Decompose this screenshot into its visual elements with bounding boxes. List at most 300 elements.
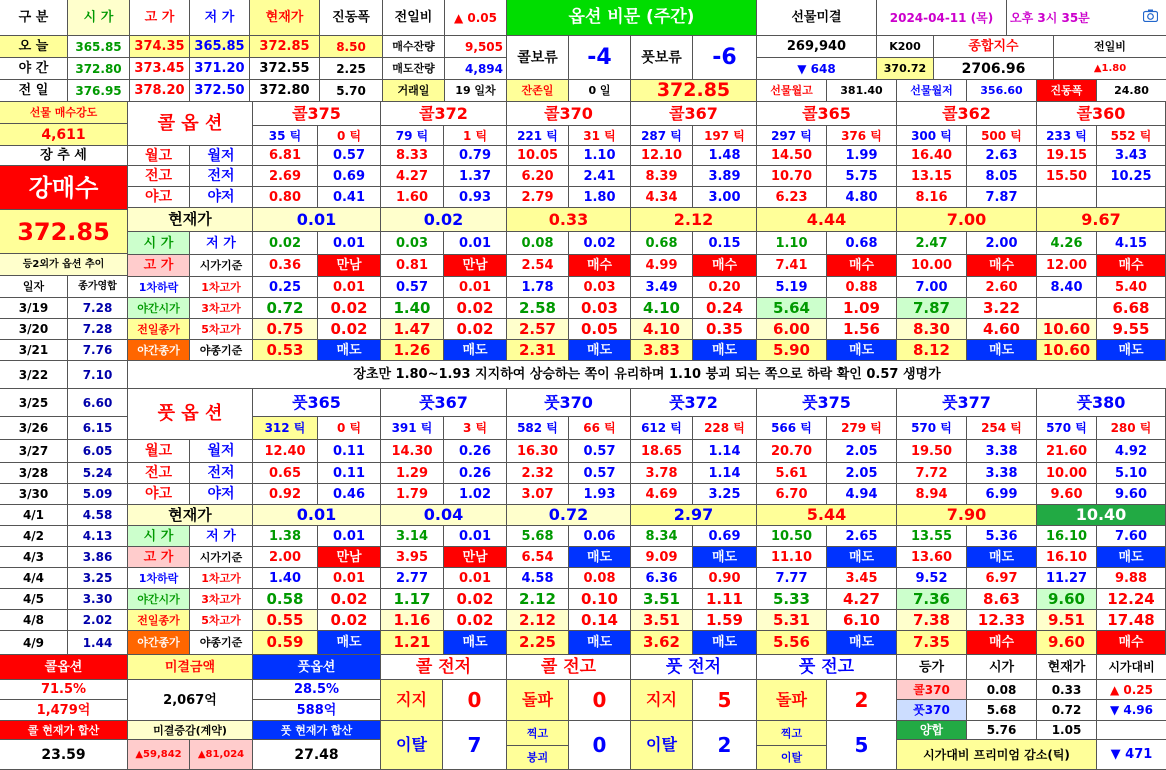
- signal-open: 매도: [693, 547, 757, 568]
- value-low: 0.57: [569, 440, 631, 463]
- signal-close: 매도: [444, 631, 507, 655]
- first-high-value: 3.45: [827, 568, 897, 589]
- first-high-value: 0.01: [444, 277, 507, 298]
- cur-price: 372.55: [250, 58, 320, 80]
- value-high: 14.50: [757, 146, 827, 166]
- rt-col2: 시가: [967, 655, 1037, 680]
- strike-header: 콜367: [631, 102, 757, 126]
- prev-close-value: 2.12: [507, 610, 569, 631]
- value-low: 2.41: [569, 166, 631, 187]
- signal-open: 매도: [1097, 547, 1166, 568]
- strike-header: 콜372: [381, 102, 507, 126]
- call-pct: 71.5%: [0, 680, 128, 700]
- row-date: 3/26: [0, 417, 68, 440]
- sr-value: 5: [693, 680, 757, 721]
- cur-value: 4.44: [757, 208, 897, 232]
- value-low: 1.14: [693, 463, 757, 484]
- low-value: 0.02: [569, 232, 631, 255]
- sr-label: 돌파: [757, 680, 827, 721]
- high-value: 10.00: [897, 255, 967, 277]
- label-high: 전고: [128, 166, 190, 187]
- call-hold: -4: [569, 36, 631, 80]
- high-value: 0.81: [381, 255, 444, 277]
- open-value: 13.55: [897, 526, 967, 547]
- signal-open: 만남: [444, 255, 507, 277]
- first-low-value: 7.77: [757, 568, 827, 589]
- value-low: 5.10: [1097, 463, 1166, 484]
- value-low: 2.05: [827, 463, 897, 484]
- row-date: 3/27: [0, 440, 68, 463]
- k200-label: K200: [877, 36, 934, 58]
- third-high-label: 3차고가: [190, 298, 253, 319]
- row-vol: 5.09: [68, 484, 128, 505]
- night-open-value: 7.36: [897, 589, 967, 610]
- value-high: 6.81: [253, 146, 318, 166]
- sr-label: 지지: [631, 680, 693, 721]
- open-value: 3.14: [381, 526, 444, 547]
- rt-put-chg: ▼ 4.96: [1097, 700, 1166, 721]
- value-high: 8.94: [897, 484, 967, 505]
- first-high-label: 1차고가: [190, 568, 253, 589]
- prev-close-value: 0.55: [253, 610, 318, 631]
- swing: 24.80: [1097, 80, 1166, 102]
- value-high: 0.65: [253, 463, 318, 484]
- third-high-value: 0.02: [318, 589, 381, 610]
- value-high: 19.50: [897, 440, 967, 463]
- value-high: 20.70: [757, 440, 827, 463]
- first-low-value: 9.52: [897, 568, 967, 589]
- value-high: 7.72: [897, 463, 967, 484]
- value-low: 4.92: [1097, 440, 1166, 463]
- call-hold-label: 콜보류: [507, 36, 569, 80]
- first-high-value: 2.60: [967, 277, 1037, 298]
- night-close-value: 10.60: [1037, 340, 1097, 361]
- row-date: 3/30: [0, 484, 68, 505]
- tick-high: 552 틱: [1097, 126, 1166, 146]
- high-value: 9.09: [631, 547, 693, 568]
- low-value: 0.69: [693, 526, 757, 547]
- rt-put: 풋370: [897, 700, 967, 721]
- strength-label: 선물 매수강도: [0, 102, 128, 124]
- prev-close-value: 9.51: [1037, 610, 1097, 631]
- prev-close-label: 전일종가: [128, 610, 190, 631]
- tick-high: 254 틱: [967, 417, 1037, 440]
- low-price: 372.50: [190, 80, 250, 102]
- value-low: 0.46: [318, 484, 381, 505]
- value-high: 15.50: [1037, 166, 1097, 187]
- night-close-value: 2.25: [507, 631, 569, 655]
- put-pct: 28.5%: [253, 680, 381, 700]
- night-close-value: 7.35: [897, 631, 967, 655]
- low-value: 0.06: [569, 526, 631, 547]
- range: 5.70: [320, 80, 383, 102]
- open-base-label: 시가기준: [190, 255, 253, 277]
- first-low-label: 1차하락: [128, 277, 190, 298]
- rt-call-open: 0.08: [967, 680, 1037, 700]
- row-date: 3/25: [0, 389, 68, 417]
- prev-close-value: 0.75: [253, 319, 318, 340]
- tick-low: 582 틱: [507, 417, 569, 440]
- night-close-value: 0.53: [253, 340, 318, 361]
- value-low: 2.63: [967, 146, 1037, 166]
- first-low-value: 4.58: [507, 568, 569, 589]
- futures-oi-label: 선물미결: [757, 0, 877, 36]
- value-high: 13.15: [897, 166, 967, 187]
- kospi: 2706.96: [934, 58, 1054, 80]
- label-high: 야고: [128, 187, 190, 208]
- total-amt: 2,067억: [128, 680, 253, 721]
- oi-chg-1: ▲59,842: [128, 740, 190, 770]
- header-cell: 전일비: [383, 0, 445, 36]
- open-price: 365.85: [68, 36, 130, 58]
- value-high: 4.34: [631, 187, 693, 208]
- value-high: 4.69: [631, 484, 693, 505]
- header-cell: 구 분: [0, 0, 68, 36]
- label-low: 야저: [190, 484, 253, 505]
- value-high: 12.10: [631, 146, 693, 166]
- sell-rem-label: 매도잔량: [383, 58, 445, 80]
- strike-header: 풋372: [631, 389, 757, 417]
- header-cell: 고 가: [130, 0, 190, 36]
- first-low-value: 2.77: [381, 568, 444, 589]
- strike-header: 콜362: [897, 102, 1037, 126]
- high-value: 4.99: [631, 255, 693, 277]
- value-high: 9.60: [1037, 484, 1097, 505]
- night-base-label: 야종기준: [190, 340, 253, 361]
- value-low: 3.25: [693, 484, 757, 505]
- prev-diff: ▲ 0.05: [445, 0, 507, 36]
- remain-label: 잔존일: [507, 80, 569, 102]
- row-date: 3/19: [0, 298, 68, 319]
- tick-low: 233 틱: [1037, 126, 1097, 146]
- first-low-value: 8.40: [1037, 277, 1097, 298]
- high-value: 6.54: [507, 547, 569, 568]
- third-high-value: 12.24: [1097, 589, 1166, 610]
- col-day: 일자: [0, 276, 68, 298]
- night-base-label: 야종기준: [190, 631, 253, 655]
- value-high: 12.40: [253, 440, 318, 463]
- value-high: 5.61: [757, 463, 827, 484]
- night-close-value: 0.59: [253, 631, 318, 655]
- high-value: 2.54: [507, 255, 569, 277]
- buy-rem-label: 매수잔량: [383, 36, 445, 58]
- date: 2024-04-11 (목): [877, 0, 1007, 36]
- low-value: 0.68: [827, 232, 897, 255]
- prev-close-value: 1.16: [381, 610, 444, 631]
- cur-value: 7.00: [897, 208, 1037, 232]
- month-high: 381.40: [827, 80, 897, 102]
- value-high: 8.33: [381, 146, 444, 166]
- night-close-value: 1.21: [381, 631, 444, 655]
- low-value: 0.01: [444, 232, 507, 255]
- low-value: 0.01: [318, 526, 381, 547]
- fifth-high-value: 0.14: [569, 610, 631, 631]
- high-price: 378.20: [130, 80, 190, 102]
- first-high-value: 0.01: [444, 568, 507, 589]
- signal-open: 매도: [967, 547, 1037, 568]
- high-value: 0.36: [253, 255, 318, 277]
- cur-price: 372.85: [250, 36, 320, 58]
- tick-high: 228 틱: [693, 417, 757, 440]
- prev-close-value: 6.00: [757, 319, 827, 340]
- tick-low: 79 틱: [381, 126, 444, 146]
- signal-open: 매수: [827, 255, 897, 277]
- signal-close: 매도: [569, 340, 631, 361]
- value-low: 1.48: [693, 146, 757, 166]
- range: 8.50: [320, 36, 383, 58]
- row-vol: 3.86: [68, 547, 128, 568]
- third-high-label: 3차고가: [190, 589, 253, 610]
- trend: 강매수: [0, 166, 128, 210]
- signal-close: 매수: [967, 631, 1037, 655]
- value-low: 1.99: [827, 146, 897, 166]
- range: 2.25: [320, 58, 383, 80]
- third-high-value: 6.68: [1097, 298, 1166, 319]
- low-value: 0.01: [444, 526, 507, 547]
- left-price: 372.85: [0, 210, 128, 254]
- tick-high: 3 틱: [444, 417, 507, 440]
- first-low-value: 5.19: [757, 277, 827, 298]
- first-low-value: 11.27: [1037, 568, 1097, 589]
- bottom-put-label: 풋옵션: [253, 655, 381, 680]
- put-amt: 588억: [253, 700, 381, 721]
- label-high: 월고: [128, 146, 190, 166]
- low-value: 2.65: [827, 526, 897, 547]
- prev-close-value: 8.30: [897, 319, 967, 340]
- row-vol: 7.10: [68, 361, 128, 389]
- sr-value: 0: [569, 680, 631, 721]
- high-value: 13.60: [897, 547, 967, 568]
- value-high: 18.65: [631, 440, 693, 463]
- low-value: 0.15: [693, 232, 757, 255]
- prev-close-value: 1.47: [381, 319, 444, 340]
- fifth-high-value: 12.33: [967, 610, 1037, 631]
- night-open-value: 3.51: [631, 589, 693, 610]
- night-open-value: 1.17: [381, 589, 444, 610]
- first-high-value: 5.40: [1097, 277, 1166, 298]
- row-date: 4/1: [0, 505, 68, 526]
- fifth-high-value: 1.56: [827, 319, 897, 340]
- third-high-value: 0.02: [318, 298, 381, 319]
- fifth-high-value: 0.05: [569, 319, 631, 340]
- call-title: 콜 옵 션: [128, 102, 253, 146]
- value-high: [1037, 187, 1097, 208]
- breakdown-value: 2: [693, 721, 757, 770]
- tick-high: 500 틱: [967, 126, 1037, 146]
- third-high-value: 1.11: [693, 589, 757, 610]
- rt-put-open: 5.68: [967, 700, 1037, 721]
- first-high-value: 9.88: [1097, 568, 1166, 589]
- open-value: 0.02: [253, 232, 318, 255]
- tick-high: 280 틱: [1097, 417, 1166, 440]
- high-value: 7.41: [757, 255, 827, 277]
- rt-col1: 등가: [897, 655, 967, 680]
- oi-change-label: 미결증감(계약): [128, 721, 253, 740]
- value-high: 0.80: [253, 187, 318, 208]
- strike-header: 콜375: [253, 102, 381, 126]
- tick-low: 221 틱: [507, 126, 569, 146]
- open-price: 372.80: [68, 58, 130, 80]
- first-high-value: 0.90: [693, 568, 757, 589]
- first-high-label: 1차고가: [190, 277, 253, 298]
- fifth-high-value: 4.60: [967, 319, 1037, 340]
- night-close-value: 5.90: [757, 340, 827, 361]
- night-close-label: 야간종가: [128, 340, 190, 361]
- call-sum-label: 콜 현재가 합산: [0, 721, 128, 740]
- value-high: 6.20: [507, 166, 569, 187]
- row-vol: 7.76: [68, 340, 128, 361]
- first-low-label: 1차하락: [128, 568, 190, 589]
- open-label: 시 가: [128, 526, 190, 547]
- cur-price: 372.80: [250, 80, 320, 102]
- value-low: 0.11: [318, 440, 381, 463]
- sr-label: 돌파: [507, 680, 569, 721]
- month-low: 356.60: [967, 80, 1037, 102]
- tick-low: 391 틱: [381, 417, 444, 440]
- high-price: 373.45: [130, 58, 190, 80]
- touch-label: 찍고: [757, 721, 827, 746]
- signal-open: 매수: [967, 255, 1037, 277]
- signal-close: 매도: [827, 340, 897, 361]
- low-value: 0.01: [318, 232, 381, 255]
- value-high: 2.69: [253, 166, 318, 187]
- value-low: [1097, 187, 1166, 208]
- cur-value: 0.33: [507, 208, 631, 232]
- kospi-prev-label: 전일비: [1054, 36, 1166, 58]
- rt-sum-cur: 1.05: [1037, 721, 1097, 740]
- value-high: 10.70: [757, 166, 827, 187]
- row-date: 3/20: [0, 319, 68, 340]
- strike-header: 풋375: [757, 389, 897, 417]
- fifth-high-value: 0.02: [318, 319, 381, 340]
- night-close-value: 9.60: [1037, 631, 1097, 655]
- prev-close-value: 3.51: [631, 610, 693, 631]
- cur-value: 0.02: [381, 208, 507, 232]
- fifth-high-value: 6.10: [827, 610, 897, 631]
- signal-close: 매도: [318, 340, 381, 361]
- row-vol: 5.24: [68, 463, 128, 484]
- value-high: 1.60: [381, 187, 444, 208]
- low-label: 저 가: [190, 526, 253, 547]
- label-low: 월저: [190, 440, 253, 463]
- value-low: 1.37: [444, 166, 507, 187]
- open-value: 2.47: [897, 232, 967, 255]
- open-price: 376.95: [68, 80, 130, 102]
- value-high: 16.40: [897, 146, 967, 166]
- prev-close-label: 전일종가: [128, 319, 190, 340]
- prev-close-value: 10.60: [1037, 319, 1097, 340]
- night-open-value: 0.58: [253, 589, 318, 610]
- value-low: 0.26: [444, 463, 507, 484]
- third-high-value: 0.03: [569, 298, 631, 319]
- low-value: 2.00: [967, 232, 1037, 255]
- tick-high: 1 틱: [444, 126, 507, 146]
- value-high: 8.39: [631, 166, 693, 187]
- value-low: 0.93: [444, 187, 507, 208]
- remain: 0 일: [569, 80, 631, 102]
- value-high: 1.79: [381, 484, 444, 505]
- open-value: 16.10: [1037, 526, 1097, 547]
- month-low-label: 선물월저: [897, 80, 967, 102]
- put-sr-title: 풋 전저: [631, 655, 757, 680]
- value-low: 3.43: [1097, 146, 1166, 166]
- first-high-value: 0.08: [569, 568, 631, 589]
- night-close-value: 5.56: [757, 631, 827, 655]
- value-low: 9.60: [1097, 484, 1166, 505]
- value-low: 0.41: [318, 187, 381, 208]
- tick-low: 566 틱: [757, 417, 827, 440]
- night-open-label: 야간시가: [128, 298, 190, 319]
- cur-value: 0.01: [253, 208, 381, 232]
- camera-icon[interactable]: [1143, 9, 1158, 22]
- page-title: 옵션 비문 (주간): [507, 0, 757, 36]
- rt-put-cur: 0.72: [1037, 700, 1097, 721]
- col-vol: 종가영합: [68, 276, 128, 298]
- value-low: 0.26: [444, 440, 507, 463]
- signal-close: 매도: [569, 631, 631, 655]
- night-open-value: 2.12: [507, 589, 569, 610]
- first-low-value: 3.49: [631, 277, 693, 298]
- row-date: 3/22: [0, 361, 68, 389]
- call-break-title: 콜 전고: [507, 655, 631, 680]
- swing-label: 진동폭: [1037, 80, 1097, 102]
- row-date: 4/5: [0, 589, 68, 610]
- touch-sub-label: 이탈: [757, 746, 827, 770]
- value-low: 8.05: [967, 166, 1037, 187]
- signal-close: 매도: [1097, 340, 1166, 361]
- fut-oi: 269,940: [757, 36, 877, 58]
- fifth-high-value: 0.02: [318, 610, 381, 631]
- cur-value: 0.04: [381, 505, 507, 526]
- k200: 370.72: [877, 58, 934, 80]
- tick-low: 287 틱: [631, 126, 693, 146]
- row-vol: 6.60: [68, 389, 128, 417]
- trade-day-label: 거래일: [383, 80, 445, 102]
- row-vol: 4.13: [68, 526, 128, 547]
- row-date: 3/28: [0, 463, 68, 484]
- call-amt: 1,479억: [0, 700, 128, 721]
- row-vol: 3.30: [68, 589, 128, 610]
- value-low: 4.80: [827, 187, 897, 208]
- value-high: 1.29: [381, 463, 444, 484]
- strike-header: 콜370: [507, 102, 631, 126]
- third-high-value: 8.63: [967, 589, 1037, 610]
- open-label: 시 가: [128, 232, 190, 255]
- first-high-value: 0.88: [827, 277, 897, 298]
- cur-value: 2.12: [631, 208, 757, 232]
- third-high-value: 4.27: [827, 589, 897, 610]
- signal-open: 매수: [569, 255, 631, 277]
- value-low: 1.02: [444, 484, 507, 505]
- value-high: 4.27: [381, 166, 444, 187]
- breakdown-label: 이탈: [631, 721, 693, 770]
- first-low-value: 1.78: [507, 277, 569, 298]
- value-low: 3.38: [967, 463, 1037, 484]
- open-value: 0.68: [631, 232, 693, 255]
- fifth-high-value: 9.55: [1097, 319, 1166, 340]
- strike-header: 풋367: [381, 389, 507, 417]
- tick-high: 66 틱: [569, 417, 631, 440]
- sr-value: 0: [443, 680, 507, 721]
- high-value: 12.00: [1037, 255, 1097, 277]
- row-date: 4/4: [0, 568, 68, 589]
- high-value: 3.95: [381, 547, 444, 568]
- sell-rem: 4,894: [445, 58, 507, 80]
- high-value: 2.00: [253, 547, 318, 568]
- note: 등2외가 옵션 추이: [0, 254, 128, 276]
- low-value: 7.60: [1097, 526, 1166, 547]
- low-price: 371.20: [190, 58, 250, 80]
